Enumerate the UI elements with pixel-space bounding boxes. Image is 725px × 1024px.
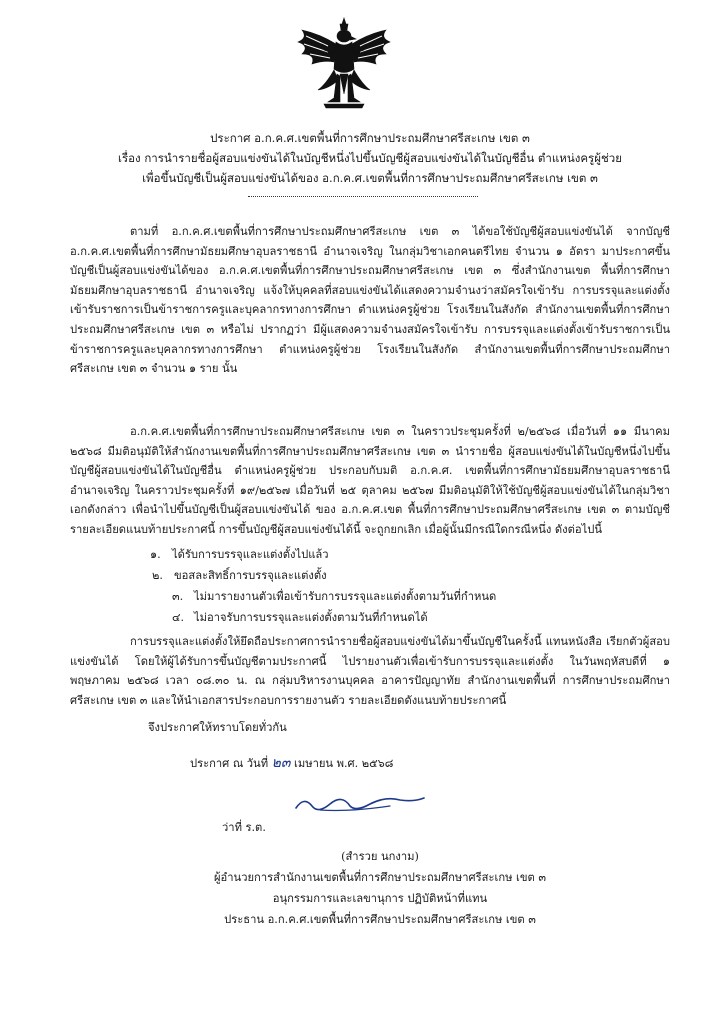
list-item-number: ๑. — [150, 548, 161, 561]
signer-position-3: ประธาน อ.ก.ค.ศ.เขตพื้นที่การศึกษาประถมศึกษาศรีสะเกษ เขต ๓ — [224, 913, 536, 926]
announcement-subject-continued: เพื่อขึ้นบัญชีเป็นผู้สอบแข่งขันได้ของ อ.ก.ค.ศ.เขตพื้นที่การศึกษาประถมศึกษาศรีสะเกษ เขต ๓ — [142, 171, 598, 185]
body-paragraph-2: อ.ก.ค.ศ.เขตพื้นที่การศึกษาประถมศึกษาศรีสะเกษ เขต ๓ ในคราวประชุมครั้งที่ ๒/๒๕๖๘ เมื่อวันที่ ๑๑ มีนาคม ๒๕๖๘ มีมติอนุมัติให้สำนักงานเขตพื้นที่การศึกษาประถมศึกษาศรีสะเกษ เขต ๓ นำรายชื่อ ผู้สอบแข่งขันได้ในบัญชีหนึ่งไปขึ้นบัญชีผู้สอบแข่งขันได้ในบัญชีอื่น ตำแหน่งครูผู้ช่วย ประกอบกับมติ อ.ก.ค.ศ. เขตพื้นที่การศึกษามัธยมศึกษาอุบลราชธานี อำนาจเจริญ ในคราวประชุมครั้งที่ ๑๙/๒๕๖๗ เมื่อวันที่ ๒๕ ตุลาคม ๒๕๖๗ มีมติอนุมัติให้ใช้บัญชีผู้สอบแข่งขันได้ในกลุ่มวิชาเอกดังกล่าว เพื่อนำไปขึ้นบัญชีเป็นผู้สอบแข่งขันได้ ของ อ.ก.ค.ศ.เขต พื้นที่การศึกษาประถมศึกษาศรีสะเกษ เขต ๓ ตามบัญชีรายละเอียดแนบท้ายประกาศนี้ การขึ้นบัญชีผู้สอบแข่งขันได้นี้ จะถูกยกเลิก เมื่อผู้นั้นมีกรณีใดกรณีหนึ่ง ดังต่อไปนี้ — [70, 425, 670, 536]
list-item-text: ไม่มารายงานตัวเพื่อเข้ารับการบรรจุและแต่งตั้งตามวันที่กำหนด — [194, 590, 497, 603]
handwritten-signature — [290, 782, 430, 822]
date-day-handwritten: ๒๓ — [271, 755, 291, 771]
list-item — [150, 607, 496, 628]
announcement-date — [190, 752, 393, 774]
list-item-number: ๓. — [172, 590, 184, 603]
announcement-header — [70, 128, 670, 188]
list-item — [150, 544, 496, 565]
list-item — [150, 586, 496, 607]
body-paragraph-3: การบรรจุและแต่งตั้งให้ยึดถือประกาศการนำรายชื่อผู้สอบแข่งขันได้มาขึ้นบัญชีในครั้งนี้ แทนหนังสือ เรียกตัวผู้สอบแข่งขันได้ โดยให้ผู้ได้รับการขึ้นบัญชีตามประกาศนี้ ไปรายงานตัวเพื่อเข้ารับการบรรจุและแต่งตั้ง ในวันพฤหัสบดีที่ ๑ พฤษภาคม ๒๕๖๘ เวลา ๐๘.๓๐ น. ณ กลุ่มบริหารงานบุคคล อาคารปัญญาทัย สำนักงานเขตพื้นที่ การศึกษาประถมศึกษาศรีสะเกษ เขต ๓ และให้นำเอกสารประกอบการรายงานตัว รายละเอียดดังแนบท้ายประกาศนี้ — [70, 635, 670, 707]
signer-block — [170, 846, 590, 930]
date-suffix: เมษายน พ.ศ. ๒๕๖๘ — [294, 757, 394, 770]
signer-name: (สำรวย นกงาม) — [341, 850, 419, 863]
garuda-emblem-icon — [284, 14, 404, 114]
date-prefix: ประกาศ ณ วันที่ — [190, 757, 269, 770]
announcement-subject: เรื่อง การนำรายชื่อผู้สอบแข่งขันได้ในบัญชีหนึ่งไปขึ้นบัญชีผู้สอบแข่งขันได้ในบัญชีอื่น ตำแหน่งครูผู้ช่วย — [118, 151, 622, 165]
signer-position-2: อนุกรรมการและเลขานุการ ปฏิบัติหน้าที่แทน — [272, 892, 488, 905]
list-item-text: ขอสละสิทธิ์การบรรจุและแต่งตั้ง — [174, 569, 327, 582]
body-paragraph-1: ตามที่ อ.ก.ค.ศ.เขตพื้นที่การศึกษาประถมศึกษาศรีสะเกษ เขต ๓ ได้ขอใช้บัญชีผู้สอบแข่งขันได้ จากบัญชี อ.ก.ค.ศ.เขตพื้นที่การศึกษามัธยมศึกษาอุบลราชธานี อำนาจเจริญ ในกลุ่มวิชาเอกคนตรีไทย จำนวน ๑ อัตรา มาประกาศขึ้นบัญชีเป็นผู้สอบแข่งขันได้ของ อ.ก.ค.ศ.เขตพื้นที่การศึกษาประถมศึกษาศรีสะเกษ เขต ๓ ซึ่งสำนักงานเขต พื้นที่การศึกษามัธยมศึกษาอุบลราชธานี อำนาจเจริญ แจ้งให้บุคคลที่สอบแข่งขันได้แสดงความจำนงว่าสมัครใจเข้ารับ การบรรจุและแต่งตั้งเข้ารับราชการเป็นข้าราชการครูและบุคลากรทางการศึกษา ตำแหน่งครูผู้ช่วย โรงเรียนในสังกัด สำนักงานเขตพื้นที่การศึกษาประถมศึกษาศรีสะเกษ เขต ๓ หรือไม่ ปรากฏว่า มีผู้แสดงความจำนงสมัครใจเข้ารับ การบรรจุและแต่งตั้งเข้ารับราชการเป็นข้าราชการครูและบุคลากรทางการศึกษา ตำแหน่งครูผู้ช่วย โรงเรียนในสังกัด สำนักงานเขตพื้นที่การศึกษาประถมศึกษาศรีสะเกษ เขต ๓ จำนวน ๑ ราย นั้น — [70, 225, 671, 376]
list-item-text: ได้รับการบรรจุและแต่งตั้งไปแล้ว — [172, 548, 329, 561]
header-divider — [248, 196, 478, 197]
cancellation-conditions-list — [150, 544, 496, 628]
list-item-number: ๒. — [152, 569, 163, 582]
list-item-number: ๔. — [172, 611, 185, 624]
list-item — [150, 565, 496, 586]
signer-position-1: ผู้อำนวยการสำนักงานเขตพื้นที่การศึกษาประถมศึกษาศรีสะเกษ เขต ๓ — [214, 871, 546, 884]
list-item-text: ไม่อาจรับการบรรจุและแต่งตั้งตามวันที่กำหนดได้ — [194, 611, 428, 624]
announce-line: จึงประกาศให้ทราบโดยทั่วกัน — [148, 721, 287, 734]
rank-prefix: ว่าที่ ร.ต. — [222, 821, 266, 834]
announcement-title: ประกาศ อ.ก.ค.ศ.เขตพื้นที่การศึกษาประถมศึกษาศรีสะเกษ เขต ๓ — [210, 131, 530, 145]
